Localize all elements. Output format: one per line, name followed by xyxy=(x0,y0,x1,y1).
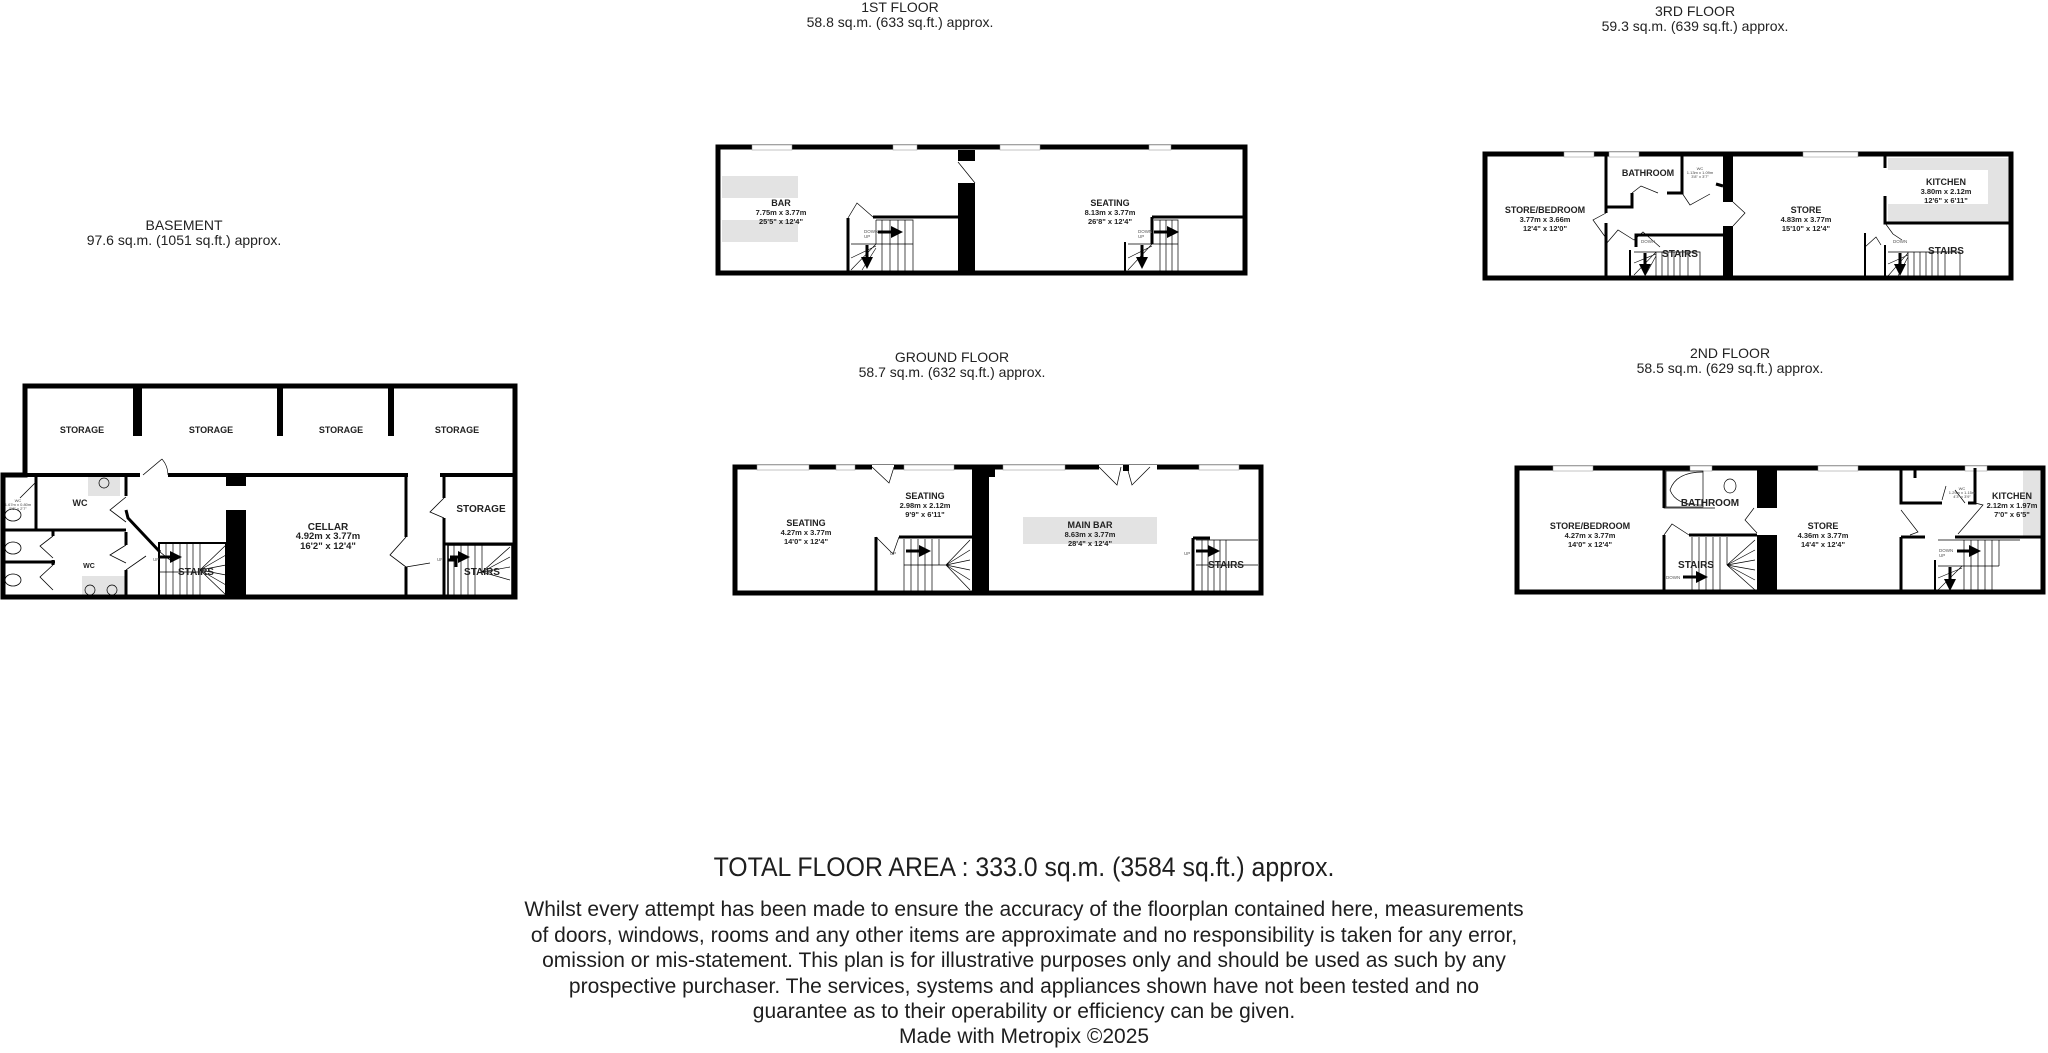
third-wc-label: WC 1.13m x 1.09m 3'8" x 3'7" xyxy=(1686,166,1714,179)
second-wc-label: WC 1.29m x 1.15m 4'3" x 3'9" xyxy=(1948,486,1976,499)
basement-wc-2-label: WC xyxy=(83,563,95,570)
first-seating-label: SEATING 8.13m x 3.77m 26'8" x 12'4" xyxy=(1084,198,1136,226)
second-floor-title: 2ND FLOOR xyxy=(1689,345,1771,361)
third-store-bedroom-label: STORE/BEDROOM 3.77m x 3.66m 12'4" x 12'0" xyxy=(1504,205,1586,233)
first-down-marker-2: DOWN xyxy=(1138,229,1153,234)
basement-storage-1-label: STORAGE xyxy=(59,425,105,435)
total-floor-area: TOTAL FLOOR AREA : 333.0 sq.m. (3584 sq.ft.) approx. xyxy=(713,852,1335,882)
ground-up-marker-2: UP xyxy=(1184,551,1191,556)
first-up-marker-1: UP xyxy=(864,234,871,239)
disclaimer-text: Whilst every attempt has been made to ensure the accuracy of the floorplan contained here, measurements of doors, windows, rooms and any other items are approximate and no responsibility is taken for any error, omission or mis-statement. This plan is for illustrative purposes only and should be used as such by any prospective purchaser. The services, systems and appliances shown have not been tested and no guarantee as to their operability or efficiency can be given. xyxy=(524,898,1524,1023)
basement-plan xyxy=(3,386,515,597)
second-store-bedroom-label: STORE/BEDROOM 4.27m x 3.77m 14'0" x 12'4" xyxy=(1549,521,1631,549)
first-floor-title: 1ST FLOOR xyxy=(861,0,939,15)
first-up-marker-2: UP xyxy=(1138,234,1145,239)
third-bathroom-label: BATHROOM xyxy=(1621,168,1675,178)
basement-storage-3-label: STORAGE xyxy=(318,425,364,435)
basement-area: 97.6 sq.m. (1051 sq.ft.) approx. xyxy=(86,232,282,248)
basement-cellar-label: CELLAR 4.92m x 3.77m 16'2" x 12'4" xyxy=(295,522,361,552)
second-up-marker: UP xyxy=(1939,553,1946,558)
first-bar-label: BAR 7.75m x 3.77m 25'5" x 12'4" xyxy=(755,198,807,226)
ground-floor-title: GROUND FLOOR xyxy=(894,349,1010,365)
third-down-marker-2: DOWN xyxy=(1893,239,1908,244)
basement-storage-2-label: STORAGE xyxy=(188,425,234,435)
third-down-marker-1: DOWN xyxy=(1641,239,1656,244)
ground-main-bar-label: MAIN BAR 8.63m x 3.77m 28'4" x 12'4" xyxy=(1064,520,1116,548)
metropix-credit: Made with Metropix ©2025 xyxy=(898,1025,1150,1048)
basement-wc-1-label: WC xyxy=(72,498,88,508)
third-floor-title: 3RD FLOOR xyxy=(1654,3,1736,19)
third-floor-area: 59.3 sq.m. (639 sq.ft.) approx. xyxy=(1601,18,1789,34)
second-store-label: STORE 4.36m x 3.77m 14'4" x 12'4" xyxy=(1797,521,1849,549)
basement-up-marker-1: UP xyxy=(153,557,160,562)
ground-up-marker-1: UP xyxy=(890,551,897,556)
basement-up-marker-2: UP xyxy=(437,557,444,562)
second-stairs-label: STAIRS xyxy=(1678,560,1714,571)
third-stairs-left-label: STAIRS xyxy=(1662,249,1698,260)
basement-storage-4-label: STORAGE xyxy=(434,425,480,435)
basement-stairs-left-label: STAIRS xyxy=(178,567,214,578)
second-kitchen-label: KITCHEN 2.12m x 1.97m 7'0" x 6'5" xyxy=(1986,491,2038,519)
second-down-marker-1: DOWN xyxy=(1666,575,1681,580)
basement-small-wc-label: WC 1.67m x 0.80m 5'6" x 2'7" xyxy=(4,498,32,511)
basement-stairs-right-label: STAIRS xyxy=(464,567,500,578)
ground-floor-area: 58.7 sq.m. (632 sq.ft.) approx. xyxy=(858,364,1046,380)
second-bathroom-label: BATHROOM xyxy=(1680,498,1740,509)
ground-seating-1-label: SEATING 4.27m x 3.77m 14'0" x 12'4" xyxy=(780,518,832,546)
ground-seating-2-label: SEATING 2.98m x 2.12m 9'9" x 6'11" xyxy=(899,491,951,519)
first-floor-area: 58.8 sq.m. (633 sq.ft.) approx. xyxy=(806,14,994,30)
ground-stairs-label: STAIRS xyxy=(1208,560,1244,571)
third-stairs-right-label: STAIRS xyxy=(1928,246,1964,257)
second-down-marker-2: DOWN xyxy=(1939,548,1954,553)
first-down-marker-1: DOWN xyxy=(864,229,879,234)
second-floor-area: 58.5 sq.m. (629 sq.ft.) approx. xyxy=(1636,360,1824,376)
basement-title: BASEMENT xyxy=(145,217,223,233)
basement-storage-5-label: STORAGE xyxy=(456,504,506,515)
third-store-label: STORE 4.83m x 3.77m 15'10" x 12'4" xyxy=(1780,205,1832,233)
third-kitchen-label: KITCHEN 3.80m x 2.12m 12'6" x 6'11" xyxy=(1920,177,1972,205)
